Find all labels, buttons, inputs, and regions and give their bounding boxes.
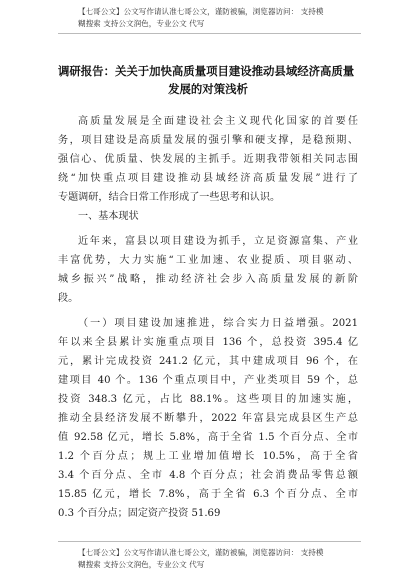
text-line: 1.2 个百分点；规上工业增加值增长 10.5%，高于全省 [58,451,358,462]
text-line: 绕“加快重点项目建设推动县域经济高质量发展”进行了 [58,173,358,184]
section-heading: 一、基本现状 [78,211,139,222]
text-line: 推动全县经济发展不断攀升，2022 年富县完成县区生产总 [58,413,358,424]
text-line: 高质量发展是全面建设社会主义现代化国家的首要任 [78,116,358,127]
footer-line-2: 糊搜索 支持公文润色，专业公文 代写 [78,560,205,569]
title-line-1: 调研报告：关关于加快高质量项目建设推动县域经济高质量 [58,64,355,78]
text-line: 年以来全县累计实施重点项目 136 个，总投资 395.4 亿 [58,337,358,348]
page-footer [78,547,323,571]
text-line: 建项目 40 个。136 个重点项目中，产业类项目 59 个，总 [58,375,358,386]
text-line: 务，项目建设是高质量发展的强引擎和硬支撑，是稳预期、 [58,135,358,146]
text-line: 段。 [58,293,79,304]
header-line-1: 【七哥公文】公文写作请认准七哥公文，谨防被骗，浏览器访问： 支持模 [78,7,324,16]
text-line: 0.3 个百分点；固定资产投资 51.69 [58,508,221,519]
text-line: 值 92.58 亿元，增长 5.8%，高于全省 1.5 个百分点、全市 [58,432,358,443]
text-line: 专题调研，结合日常工作形成了一些思考和认识。 [58,192,281,203]
text-line: 近年来，富县以项目建设为抓手，立足资源富集、产业 [78,236,358,247]
text-line: 3.4 个百分点、全市 4.8 个百分点；社会消费品零售总额 [58,470,358,481]
header-divider [58,33,361,34]
text-line: 强信心、优质量、快发展的主抓手。近期我带领相关同志围 [58,154,358,165]
status-paragraph [58,232,358,308]
text-line: 元，累计完成投资 241.2 亿元，其中建成项目 96 个，在 [58,356,358,367]
header-line-2: 糊搜索 支持公文润色，专业公文 代写 [78,19,205,28]
intro-paragraph [58,112,358,207]
page-header [78,6,323,30]
text-line: 投资 348.3 亿元，占比 88.1%。这些项目的加速实施， [58,394,358,405]
text-line: （一）项目建设加速推进，综合实力日益增强。2021 [78,318,358,329]
document-body [58,112,358,523]
footer-line-1: 【七哥公文】公文写作请认准七哥公文，谨防被骗，浏览器访问： 支持模 [78,548,324,557]
document-title [58,62,358,98]
text-line: 城乡振兴”战略，推动经济社会步入高质量发展的新阶 [58,274,358,285]
project-paragraph [58,314,358,523]
title-line-2: 发展的对策浅析 [168,82,248,96]
footer-divider [58,541,361,542]
text-line: 丰富优势，大力实施“工业加速、农业提质、项目驱动、 [58,255,358,266]
text-line: 15.85 亿元，增长 7.8%，高于全省 6.3 个百分点、全市 [58,489,358,500]
